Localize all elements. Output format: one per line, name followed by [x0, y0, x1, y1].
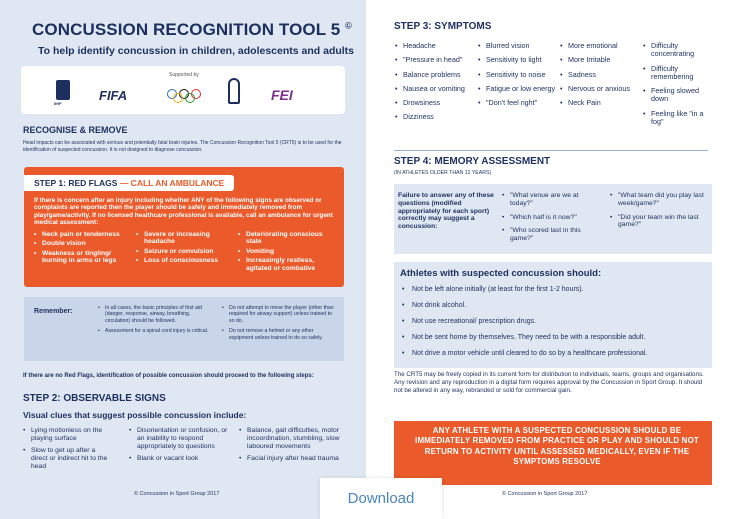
list-item: • Do not remove a helmet or any other equipment unless trained to do so safely. [222, 328, 338, 341]
list-item: • "What venue are we at today?" [502, 192, 592, 208]
observable-col-1 [23, 427, 109, 475]
list-item: • Not be sent home by themselves. They need to be with a responsible adult. [402, 334, 647, 350]
list-item: • Sadness [560, 71, 640, 79]
list-item: • Fatigue or low energy [478, 85, 558, 93]
list-item: • Nausea or vomiting [395, 85, 473, 93]
red-flags-col-1 [34, 231, 132, 267]
list-item: • Assessment for a spinal cord injury is critical. [98, 328, 210, 334]
symptoms-col-3 [560, 42, 640, 113]
list-item: • "What team did you play last week/game?" [610, 192, 706, 208]
remember-label: Remember: [34, 308, 73, 315]
list-item: • "Pressure in head" [395, 56, 473, 64]
list-item: • More emotional [560, 42, 640, 50]
warning-text: ANY ATHLETE WITH A SUSPECTED CONCUSSION SHOULD BE IMMEDIATELY REMOVED FROM PRACTICE OR PLAY AND SHOULD NOT RETURN TO ACTIVITY UNTIL ASSESSED MEDICALLY, EVEN IF THE SYMPTOMS RESOLVE [415, 426, 699, 466]
download-button[interactable]: Download [320, 478, 442, 519]
list-item: • Seizure or convulsion [136, 248, 230, 255]
world-rugby-logo [228, 78, 240, 104]
remember-col-1 [98, 305, 210, 339]
iihf-logo [56, 80, 70, 100]
fei-logo: FEI [271, 87, 293, 103]
list-item: • Severe or increasing headache [136, 231, 230, 246]
list-item: • Difficulty remembering [643, 65, 713, 82]
list-item: • Feeling slowed down [643, 87, 713, 104]
list-item: • "Did your team win the last game?" [610, 214, 706, 230]
list-item: • Not drive a motor vehicle until cleared to do so by a healthcare professional. [402, 350, 647, 366]
list-item: • Facial injury after head trauma [239, 455, 343, 463]
warning-box [394, 421, 712, 485]
memory-questions-col-2 [610, 192, 706, 235]
list-item: • Loss of consciousness [136, 257, 230, 264]
athletes-should-heading: Athletes with suspected concussion should: [400, 268, 602, 279]
step1-heading: STEP 1: RED FLAGS — CALL AN AMBULANCE [24, 175, 234, 191]
no-red-flags-text: If there are no Red Flags, identification of possible concussion should proceed to the following steps: [23, 373, 314, 379]
symptoms-col-4 [643, 42, 713, 132]
sponsor-logos [21, 66, 345, 114]
fifa-logo: FIFA [99, 88, 128, 103]
red-flags-col-3 [238, 231, 338, 274]
athletes-should-list [402, 286, 647, 366]
list-item: • Deteriorating conscious state [238, 231, 338, 246]
right-footer: © Concussion in Sport Group 2017 [502, 491, 588, 497]
list-item: • Sensitivity to light [478, 56, 558, 64]
list-item: • Lying motionless on the playing surface [23, 427, 109, 443]
observable-col-3 [239, 427, 343, 467]
list-item: • Headache [395, 42, 473, 50]
red-flags-col-2 [136, 231, 230, 267]
list-item: • Difficulty concentrating [643, 42, 713, 59]
left-footer: © Concussion in Sport Group 2017 [134, 491, 220, 497]
list-item: • Balance, gait difficulties, motor incoordination, stumbling, slow laboured movements [239, 427, 343, 451]
list-item: • Not drink alcohol. [402, 302, 647, 318]
step4-heading: STEP 4: MEMORY ASSESSMENT [394, 156, 551, 167]
page-subtitle: To help identify concussion in children, adolescents and adults [38, 45, 355, 57]
recognise-heading: RECOGNISE & REMOVE [23, 125, 128, 135]
list-item: • Neck Pain [560, 99, 640, 107]
list-item: • Increasingly restless, agitated or combative [238, 257, 338, 272]
divider [394, 150, 708, 151]
step1-intro: If there is concern after an injury including whether ANY of the following signs are observed or complaints are reported then the player should be safely and immediately removed from play/game/activity. If no licensed healthcare professional is available, call an ambulance for urgent medical assessment: [34, 197, 333, 226]
remember-col-2 [222, 305, 338, 345]
step2-subheading: Visual clues that suggest possible concussion include: [23, 410, 247, 420]
list-item: • Neck pain or tenderness [34, 231, 132, 238]
list-item: • Weakness or tingling/ burning in arms or legs [34, 250, 132, 265]
memory-questions-col-1 [502, 192, 592, 249]
step4-note: (IN ATHLETES OLDER THAN 12 YEARS) [394, 170, 492, 176]
observable-col-2 [129, 427, 233, 467]
memory-assessment-box [394, 184, 712, 254]
list-item: • "Which half is it now?" [502, 214, 592, 222]
symptoms-col-2 [478, 42, 558, 113]
list-item: • Not use recreational/ prescription drugs. [402, 318, 647, 334]
list-item: • Double vision [34, 240, 132, 247]
list-item: • Not be left alone initially (at least for the first 1-2 hours). [402, 286, 647, 302]
olympic-rings-icon [166, 88, 202, 104]
list-item: • "Who scored last in this game?" [502, 227, 592, 243]
memory-fail-text: Failure to answer any of these questions (modified appropriately for each sport) correctly may suggest a concussion: [398, 192, 494, 231]
symptoms-col-1 [395, 42, 473, 128]
list-item: • Feeling like "in a fog" [643, 110, 713, 127]
supported-by-label: Supported by [169, 72, 199, 78]
list-item: • Do not attempt to move the player (other than required for airway support) unless trained to so do. [222, 305, 338, 324]
list-item: • Vomiting [238, 248, 338, 255]
list-item: • More Irritable [560, 56, 640, 64]
step1-red-flags-box [24, 167, 344, 287]
list-item: • Dizziness [395, 113, 473, 121]
recognise-text: Head impacts can be associated with serious and potentially fatal brain injuries. The Concussion Recognition Tool 5 (CRT5) is to be used for the identification of suspected concussion. It is not designed to diagnose concussion. [23, 140, 342, 153]
list-item: • Slow to get up after a direct or indirect hit to the head [23, 447, 109, 471]
list-item: • Sensitivity to noise [478, 71, 558, 79]
list-item: • Disorientation or confusion, or an inability to respond appropriately to questions [129, 427, 233, 451]
page-title: CONCUSSION RECOGNITION TOOL 5 © [32, 20, 352, 39]
list-item: • "Don't feel right" [478, 99, 558, 107]
list-item: • Balance problems [395, 71, 473, 79]
remember-box [24, 297, 344, 361]
step2-heading: STEP 2: OBSERVABLE SIGNS [23, 393, 166, 404]
list-item: • In all cases, the basic principles of first aid (danger, response, airway, breathing, circulation) should be followed. [98, 305, 210, 324]
list-item: • Drowsiness [395, 99, 473, 107]
list-item: • Blank or vacant look [129, 455, 233, 463]
iihf-logo-text: IIHF [54, 101, 62, 106]
copyright-text: The CRT5 may be freely copied in its current form for distribution to individuals, teams, groups and organisations. Any revision and any reproduction in a digital form requires approval by the Concussion in Sport Group. It should not be altered in any way, rebranded or sold for commercial gain. [394, 371, 704, 394]
step3-heading: STEP 3: SYMPTOMS [394, 21, 492, 32]
list-item: • Nervous or anxious [560, 85, 640, 93]
athletes-should-box [394, 262, 712, 368]
list-item: • Blurred vision [478, 42, 558, 50]
